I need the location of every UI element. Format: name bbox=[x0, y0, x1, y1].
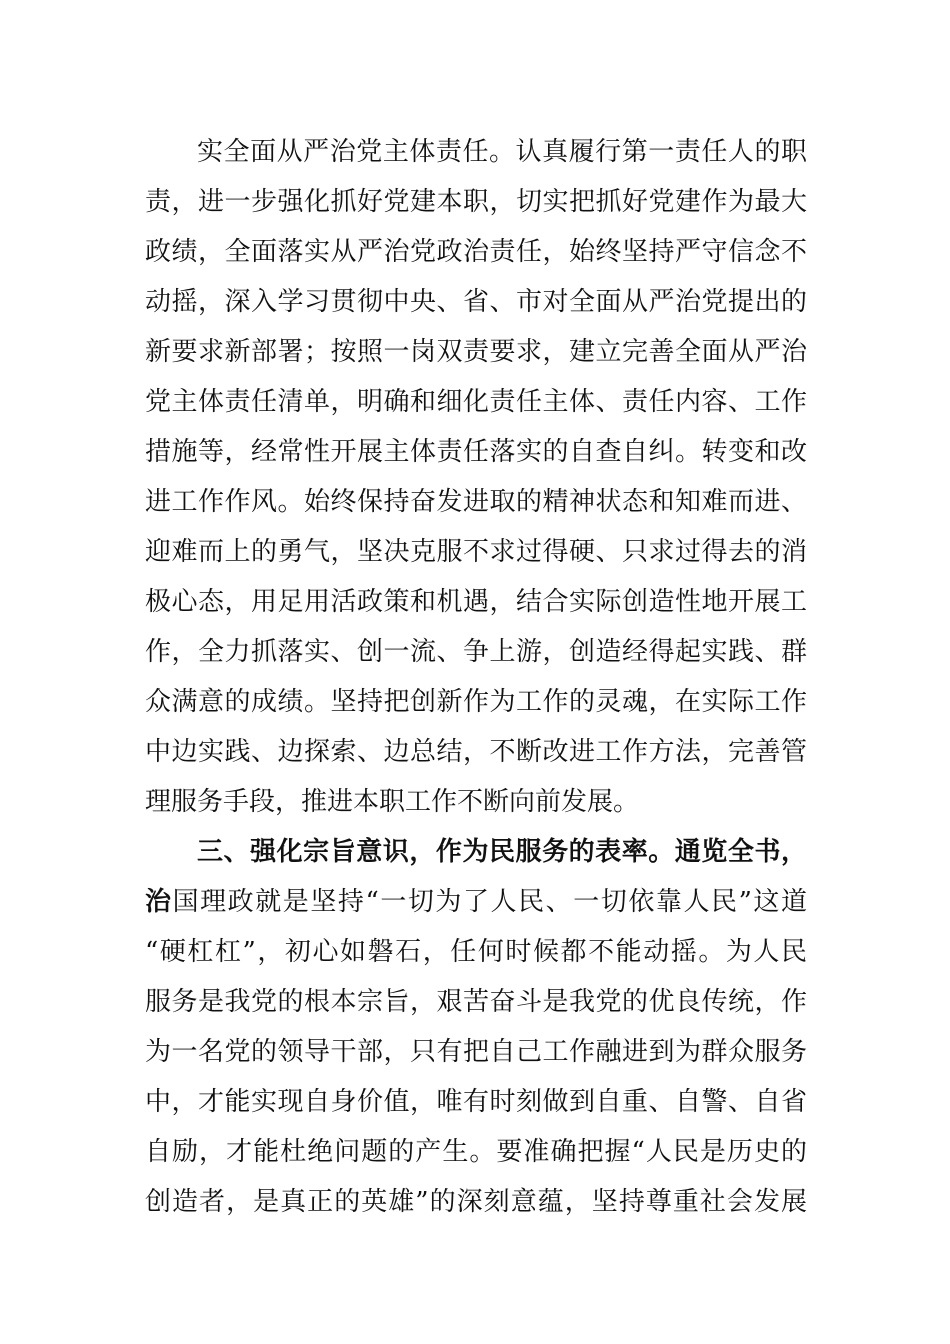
section-heading: 三、强化宗旨意识，作为民服务的表率。通览全书， bbox=[197, 837, 807, 867]
paragraph-1-line-6: 党主体责任清单，明确和细化责任主体、责任内容、工作 bbox=[145, 387, 807, 417]
paragraph-1-line-13: 中边实践、边探索、边总结，不断改进工作方法，完善管 bbox=[145, 737, 807, 767]
paragraph-1-line-2: 责，进一步强化抓好党建本职，切实把抓好党建作为最大 bbox=[145, 187, 807, 217]
paragraph-2-line-1-rest: 国理政就是坚持“一切为了人民、一切依靠人民”这道 bbox=[172, 887, 807, 917]
paragraph-2-line-3: 服务是我党的根本宗旨，艰苦奋斗是我党的优良传统，作 bbox=[145, 987, 807, 1017]
paragraph-2-line-5: 中，才能实现自身价值，唯有时刻做到自重、自警、自省 bbox=[145, 1087, 807, 1117]
paragraph-1-line-5: 新要求新部署；按照一岗双责要求，建立完善全面从严治 bbox=[145, 337, 807, 367]
paragraph-1-line-14: 理服务手段，推进本职工作不断向前发展。 bbox=[145, 787, 640, 817]
paragraph-2-bold-lead: 治 bbox=[145, 887, 173, 917]
paragraph-1-line-1: 实全面从严治党主体责任。认真履行第一责任人的职 bbox=[197, 137, 807, 167]
paragraph-1-line-4: 动摇，深入学习贯彻中央、省、市对全面从严治党提出的 bbox=[145, 287, 807, 317]
paragraph-1-line-10: 极心态，用足用活政策和机遇，结合实际创造性地开展工 bbox=[145, 587, 807, 617]
paragraph-2-line-6: 自励，才能杜绝问题的产生。要准确把握“人民是历史的 bbox=[145, 1137, 807, 1167]
paragraph-1-line-7: 措施等，经常性开展主体责任落实的自查自纠。转变和改 bbox=[145, 437, 807, 467]
paragraph-1-line-11: 作，全力抓落实、创一流、争上游，创造经得起实践、群 bbox=[145, 637, 807, 667]
paragraph-1-line-3: 政绩，全面落实从严治党政治责任，始终坚持严守信念不 bbox=[145, 237, 807, 267]
paragraph-2-line-4: 为一名党的领导干部，只有把自己工作融进到为群众服务 bbox=[145, 1037, 807, 1067]
paragraph-1-line-8: 进工作作风。始终保持奋发进取的精神状态和知难而进、 bbox=[145, 487, 807, 517]
paragraph-2-line-7: 创造者，是真正的英雄”的深刻意蕴，坚持尊重社会发展 bbox=[145, 1187, 807, 1217]
paragraph-1-line-9: 迎难而上的勇气，坚决克服不求过得硬、只求过得去的消 bbox=[145, 537, 807, 567]
paragraph-2-line-2: “硬杠杠”，初心如磐石，任何时候都不能动摇。为人民 bbox=[145, 937, 807, 967]
paragraph-2-line-1 bbox=[145, 882, 807, 922]
paragraph-1-line-12: 众满意的成绩。坚持把创新作为工作的灵魂，在实际工作 bbox=[145, 687, 807, 717]
